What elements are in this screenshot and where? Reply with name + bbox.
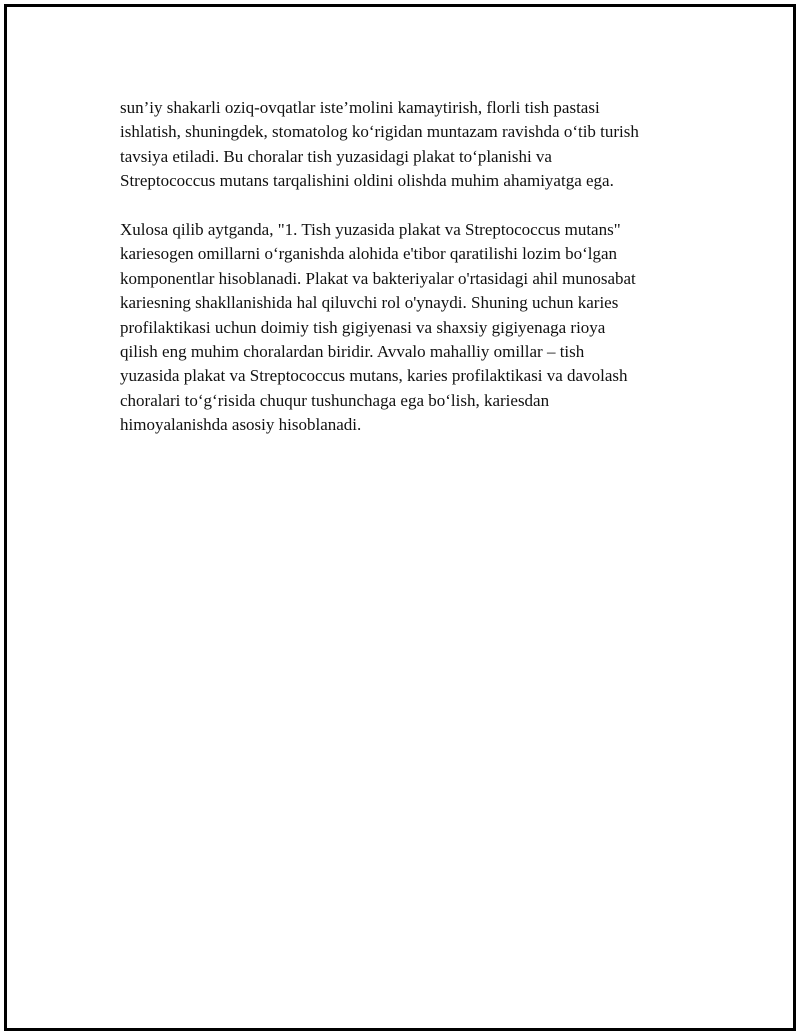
text-line: yuzasida plakat va Streptococcus mutans, karies profilaktikasi va davolash bbox=[120, 366, 628, 386]
text-line: komponentlar hisoblanadi. Plakat va bakteriyalar o'rtasidagi ahil munosabat bbox=[120, 268, 636, 288]
text-line: kariesning shakllanishida hal qiluvchi rol o'ynaydi. Shuning uchun karies bbox=[120, 293, 619, 313]
text-line: sun’iy shakarli oziq-ovqatlar iste’molini kamaytirish, florli tish pastasi bbox=[120, 98, 600, 117]
text-line: Streptococcus mutans tarqalishini oldini olishda muhim ahamiyatga ega. bbox=[120, 171, 614, 191]
paragraph-conclusion bbox=[120, 218, 690, 438]
paragraph-spacer bbox=[120, 194, 690, 218]
text-line: tavsiya etiladi. Bu choralar tish yuzasidagi plakat to‘planishi va bbox=[120, 146, 552, 166]
text-line: himoyalanishda asosiy hisoblanadi. bbox=[120, 415, 362, 435]
text-line: choralari to‘g‘risida chuqur tushunchaga ega bo‘lish, kariesdan bbox=[120, 390, 550, 410]
text-line: kariesogen omillarni o‘rganishda alohida e'tibor qaratilishi lozim bo‘lgan bbox=[120, 244, 618, 264]
document-body bbox=[120, 96, 690, 438]
text-line: Xulosa qilib aytganda, "1. Tish yuzasida plakat va Streptococcus mutans" bbox=[120, 220, 621, 240]
text-line: ishlatish, shuningdek, stomatolog ko‘rigidan muntazam ravishda o‘tib turish bbox=[120, 122, 639, 142]
text-line: qilish eng muhim choralardan biridir. Avvalo mahalliy omillar – tish bbox=[120, 342, 585, 362]
text-line: profilaktikasi uchun doimiy tish gigiyenasi va shaxsiy gigiyenaga rioya bbox=[120, 317, 606, 337]
paragraph-recommendations bbox=[120, 96, 690, 194]
page-frame bbox=[4, 4, 796, 1031]
